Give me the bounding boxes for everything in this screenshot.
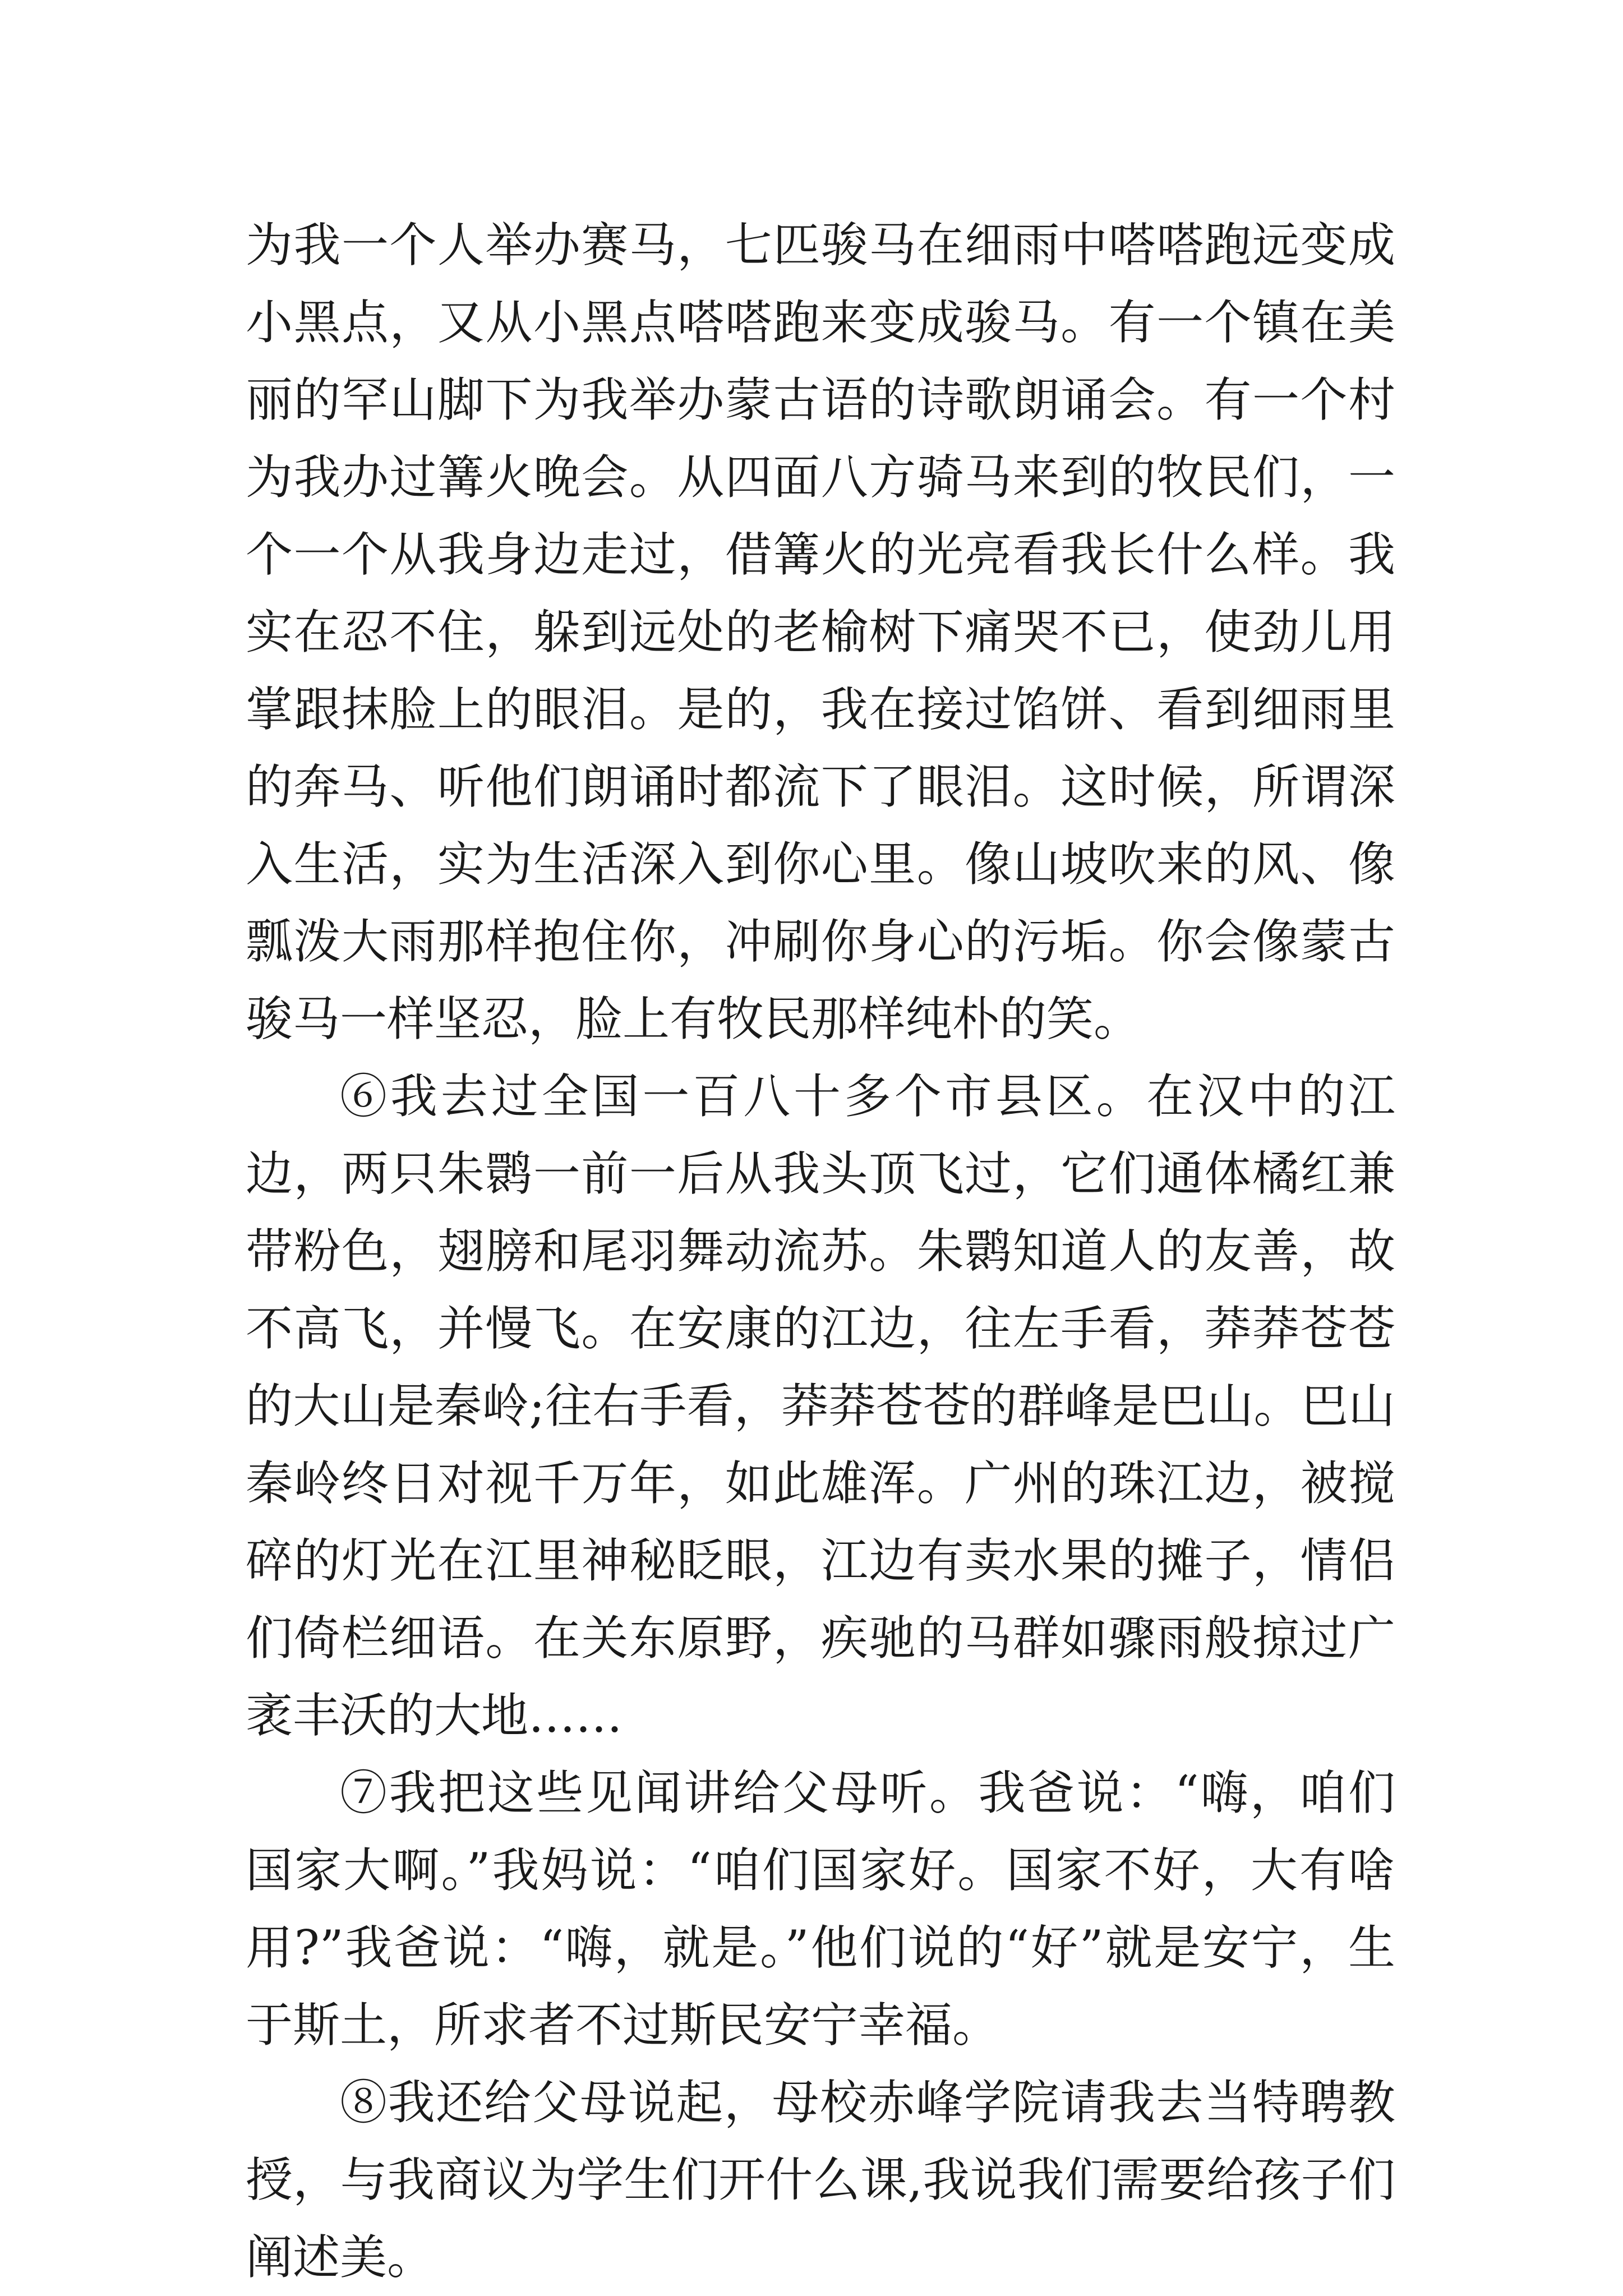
article-body xyxy=(246,206,1395,2296)
paragraph-8: ⑧我还给父母说起，母校赤峰学院请我去当特聘教授，与我商议为学生们开什么课,我说我们需要给孩子们阐述美。 xyxy=(246,2075,1395,2285)
paragraph-7: ⑦我把这些见闻讲给父母听。我爸说：“嗨，咱们国家大啊。”我妈说：“咱们国家好。国家不好，大有啥用?”我爸说：“嗨，就是。”他们说的“好”就是安宁，生于斯土，所求者不过斯民安宁幸福。 xyxy=(246,1765,1395,2053)
paragraph-6: ⑥我去过全国一百八十多个市县区。在汉中的江边，两只朱鹮一前一后从我头顶飞过，它们通体橘红兼带粉色，翅膀和尾羽舞动流苏。朱鹮知道人的友善，故不高飞，并慢飞。在安康的江边，往左手看，莽莽苍苍的大山是秦岭;往右手看，莽莽苍苍的群峰是巴山。巴山秦岭终日对视千万年，如此雄浑。广州的珠江边，被搅碎的灯光在江里神秘眨眼，江边有卖水果的摊子，情侣们倚栏细语。在关东原野，疾驰的马群如骤雨般掠过广袤丰沃的大地…… xyxy=(246,1069,1395,1743)
paragraph-5-continued: 为我一个人举办赛马，七匹骏马在细雨中嗒嗒跑远变成小黑点，又从小黑点嗒嗒跑来变成骏马。有一个镇在美丽的罕山脚下为我举办蒙古语的诗歌朗诵会。有一个村为我办过篝火晚会。从四面八方骑马来到的牧民们，一个一个从我身边走过，借篝火的光亮看我长什么样。我实在忍不住，躲到远处的老榆树下痛哭不已，使劲儿用掌跟抹脸上的眼泪。是的，我在接过馅饼、看到细雨里的奔马、听他们朗诵时都流下了眼泪。这时候，所谓深入生活，实为生活深入到你心里。像山坡吹来的风、像瓢泼大雨那样抱住你，冲刷你身心的污垢。你会像蒙古骏马一样坚忍，脸上有牧民那样纯朴的笑。 xyxy=(246,218,1395,1046)
